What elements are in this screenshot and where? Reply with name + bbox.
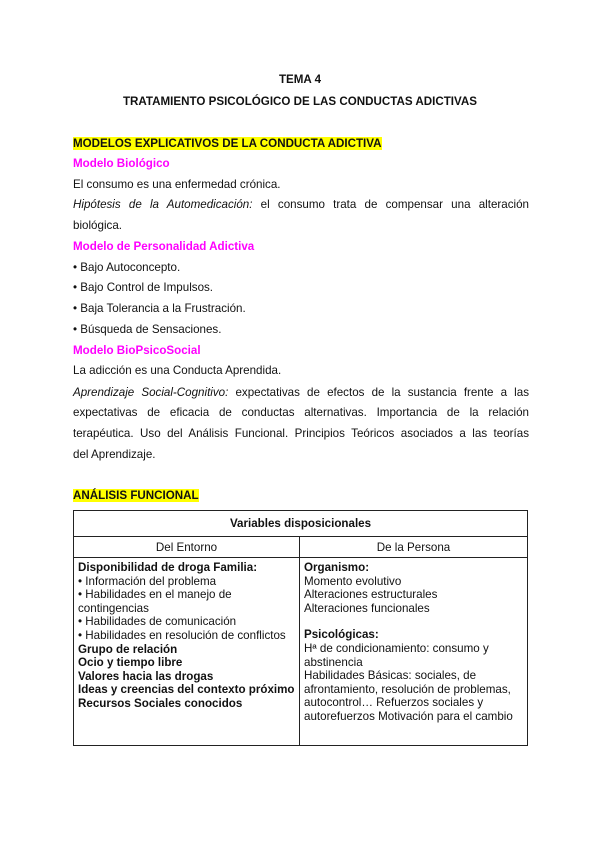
- document-title: TRATAMIENTO PSICOLÓGICO DE LAS CONDUCTAS ADICTIVAS: [122, 95, 478, 108]
- tema-label: TEMA 4: [278, 73, 322, 86]
- aprendizaje-line-3: terapéutica. Uso del Análisis Funcional. Principios Teóricos asociados a las teorías: [73, 427, 529, 440]
- persona-line: Psicológicas:: [304, 628, 379, 642]
- modelo-biologico-title: Modelo Biológico: [73, 157, 170, 170]
- entorno-cell: [74, 558, 300, 746]
- persona-line: Alteraciones estructurales: [304, 588, 438, 602]
- list-item: • Bajo Control de Impulsos.: [73, 281, 214, 294]
- section-heading-modelos: MODELOS EXPLICATIVOS DE LA CONDUCTA ADICTIVA: [73, 137, 382, 150]
- persona-line: Hª de condicionamiento: consumo y abstinencia: [304, 641, 489, 669]
- persona-line: [304, 615, 523, 628]
- aprendizaje-line: Aprendizaje Social-Cognitivo: expectativas de efectos de la sustancia frente a las: [73, 386, 529, 399]
- table-title: Variables disposicionales: [74, 511, 528, 537]
- persona-line: Organismo:: [304, 561, 370, 574]
- entorno-line: • Información del problema: [78, 574, 217, 588]
- persona-line: Alteraciones funcionales: [304, 601, 430, 615]
- entorno-line: • Habilidades en el manejo de contingencias: [78, 588, 232, 615]
- persona-line: Momento evolutivo: [304, 574, 402, 588]
- column-header-entorno: Del Entorno: [74, 537, 300, 558]
- section-heading-analisis: ANÁLISIS FUNCIONAL: [73, 489, 199, 502]
- hipotesis-line-cont: biológica.: [73, 219, 122, 232]
- entorno-line: Ideas y creencias del contexto próximo Recursos Sociales conocidos: [78, 683, 295, 710]
- variables-table: [73, 510, 528, 746]
- modelo-personalidad-title: Modelo de Personalidad Adictiva: [73, 240, 255, 253]
- list-item: • Búsqueda de Sensaciones.: [73, 323, 222, 336]
- entorno-line: • Habilidades de comunicación: [78, 615, 237, 629]
- entorno-line: Grupo de relación: [78, 642, 178, 656]
- entorno-line: • Habilidades en resolución de conflictos: [78, 628, 286, 642]
- entorno-line: Disponibilidad de droga Familia:: [78, 561, 258, 574]
- column-header-persona: De la Persona: [300, 537, 528, 558]
- list-item: • Baja Tolerancia a la Frustración.: [73, 302, 246, 315]
- modelo-biopsicosocial-title: Modelo BioPsicoSocial: [73, 344, 201, 357]
- entorno-line: Valores hacia las drogas: [78, 669, 214, 683]
- list-item: • Bajo Autoconcepto.: [73, 261, 181, 274]
- hipotesis-line: Hipótesis de la Automedicación: el consumo trata de compensar una alteración: [73, 198, 529, 211]
- persona-line: Habilidades Básicas: sociales, de afrontamiento, resolución de problemas, autocontrol… Refuerzos sociales y autorefuerzos Motivación para el cambio: [304, 669, 513, 723]
- biopsicosocial-line: La adicción es una Conducta Aprendida.: [73, 364, 282, 377]
- entorno-line: Ocio y tiempo libre: [78, 656, 183, 670]
- persona-cell: [300, 558, 528, 746]
- biologico-line: El consumo es una enfermedad crónica.: [73, 178, 281, 191]
- aprendizaje-line-4: del Aprendizaje.: [73, 448, 156, 461]
- aprendizaje-line-2: expectativas de eficacia de conductas alternativas. Importancia de la relación: [73, 406, 529, 419]
